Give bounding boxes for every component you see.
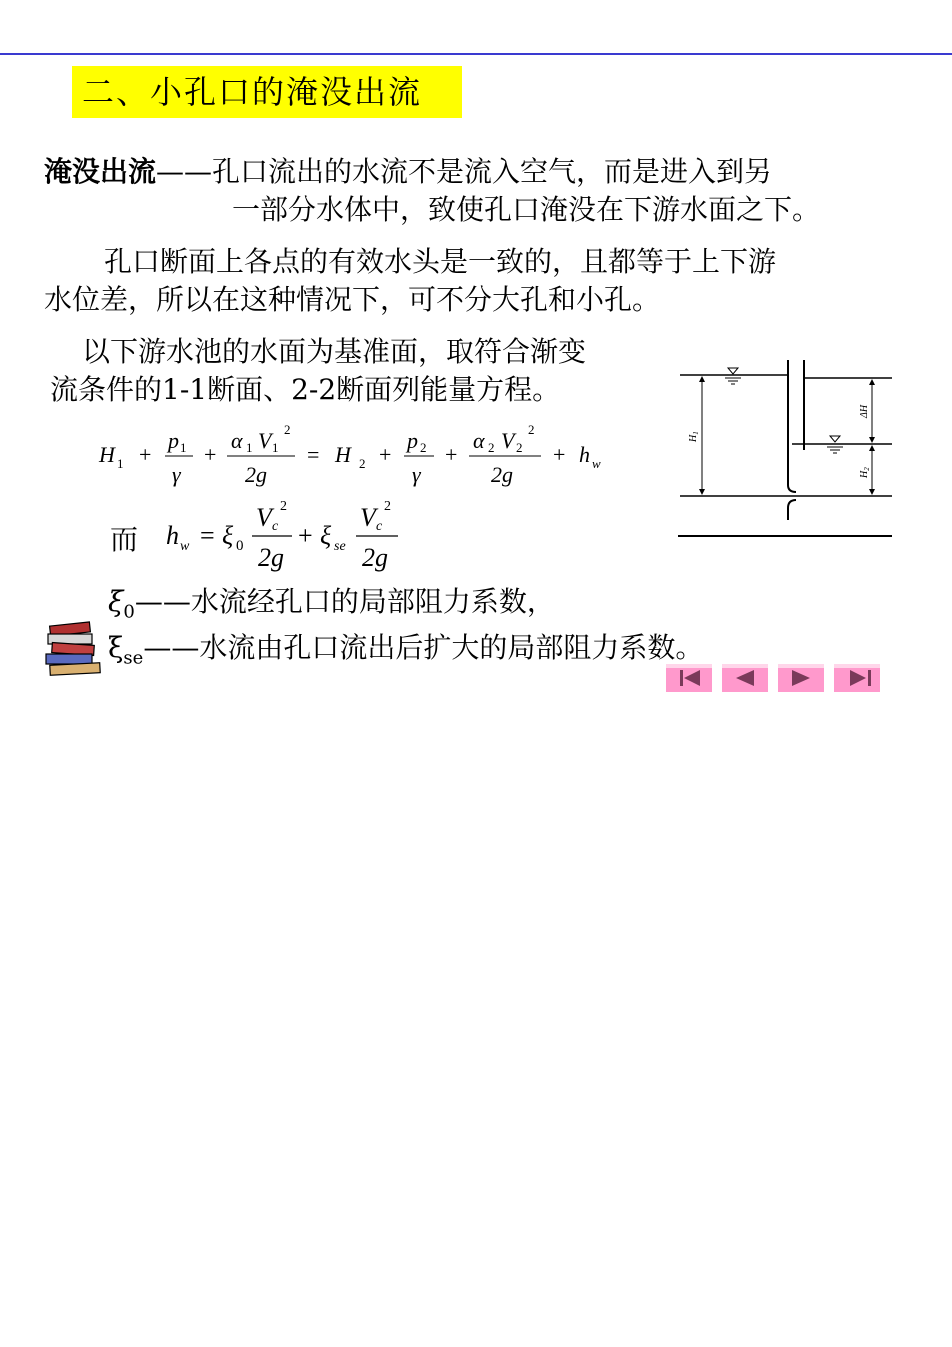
eq2-V1: V [256,503,272,532]
paragraph2-line2: 流条件的1-1断面、2-2断面列能量方程。 [50,373,561,406]
books-icon [44,620,108,678]
eq1-gamma2: γ [412,462,421,487]
eq1-H2-sub: 2 [359,456,366,471]
eq1-gamma1: γ [172,462,181,487]
eq1-2g2: 2g [491,462,513,487]
H2-label: $H_2$ [859,467,871,478]
definition-text1: 孔口流出的水流不是流入空气，而是进入到另 [212,155,773,188]
orifice-diagram [676,360,896,545]
eq1-p2: p [407,428,418,453]
xise-symbol: ξ [108,631,124,664]
eq2-xise: ξ [320,521,332,550]
eq1-2g1: 2g [245,462,267,487]
eq1-plus1: + [139,442,152,467]
definition-line1 [44,154,772,190]
xise-sub: se [123,647,144,669]
eq1-plus3: + [379,442,392,467]
eq2-V2: V [360,503,376,532]
eq1-p2-sub: 2 [420,440,427,455]
xi0-text: ——水流经孔口的局部阻力系数， [134,585,555,618]
eq2-2g1: 2g [258,543,284,572]
definition-dash: —— [156,155,213,188]
eq1-H1-sub: 1 [117,456,124,471]
xise-definition [108,630,703,677]
last-page-button[interactable] [834,664,880,692]
eq2-h: h [166,521,179,550]
eq1-V1-sq: 2 [284,422,291,437]
paragraph1-line1: 孔口断面上各点的有效水头是一致的，且都等于上下游 [104,245,777,278]
eq2-2g2: 2g [362,543,388,572]
top-rule [0,53,952,55]
eq1-plus4: + [445,442,458,467]
next-page-button[interactable] [778,664,824,692]
eq1-V2-sub: 2 [516,440,523,455]
eq1-alpha1: α [231,428,243,453]
eq1-V1-sub: 1 [272,440,279,455]
equation2-prefix: 而 [110,523,139,556]
eq1-alpha2: α [473,428,485,453]
dH-label: ΔH [859,404,870,418]
eq2-h-sub: w [180,539,190,554]
upstream-level-marker-icon [728,368,738,374]
definition-line2: 一部分水体中，致使孔口淹没在下游水面之下。 [232,193,821,226]
first-page-icon [680,670,683,686]
eq1-hw-sub: w [592,456,601,471]
xi0-sub: 0 [123,601,135,623]
eq2-xi0: ξ [222,521,234,550]
eq1-alpha2-sub: 2 [488,440,495,455]
eq2-V1-sub: c [272,519,279,534]
eq2-plus: + [298,521,313,550]
eq1-p1: p [168,428,179,453]
eq2-equals: = [200,521,215,550]
eq1-H2: H [335,442,351,467]
eq2-xi0-sub: 0 [236,538,244,554]
paragraph2-line1: 以下游水池的水面为基准面，取符合渐变 [82,335,587,368]
eq1-hw: h [579,442,590,467]
downstream-level-marker-icon [830,436,840,442]
partition-wall-lower [788,500,796,520]
first-page-button[interactable] [666,664,712,692]
eq1-V2: V [501,428,515,453]
eq1-plus5: + [553,442,566,467]
eq1-V2-sq: 2 [528,422,535,437]
definition-term: 淹没出流 [44,155,157,188]
xi0-symbol: ξ [108,585,124,618]
headloss-equation [160,494,410,574]
energy-equation [95,418,615,490]
eq2-V2-sq: 2 [384,499,391,514]
paragraph1-line2: 水位差，所以在这种情况下，可不分大孔和小孔。 [44,283,661,316]
eq1-H1: H [99,442,115,467]
eq2-V1-sq: 2 [280,499,287,514]
xi0-definition [108,584,555,631]
eq2-V2-sub: c [376,519,383,534]
eq1-equals: = [307,442,320,467]
eq1-alpha1-sub: 1 [246,440,253,455]
H1-label: $H_1$ [688,431,700,442]
eq1-p1-sub: 1 [180,440,187,455]
eq1-plus2: + [204,442,217,467]
eq1-V1: V [258,428,272,453]
previous-page-button[interactable] [722,664,768,692]
xise-text: ——水流由孔口流出后扩大的局部阻力系数。 [143,631,704,664]
eq2-xise-sub: se [334,539,346,554]
page-title: 二、小孔口的淹没出流 [72,66,462,118]
